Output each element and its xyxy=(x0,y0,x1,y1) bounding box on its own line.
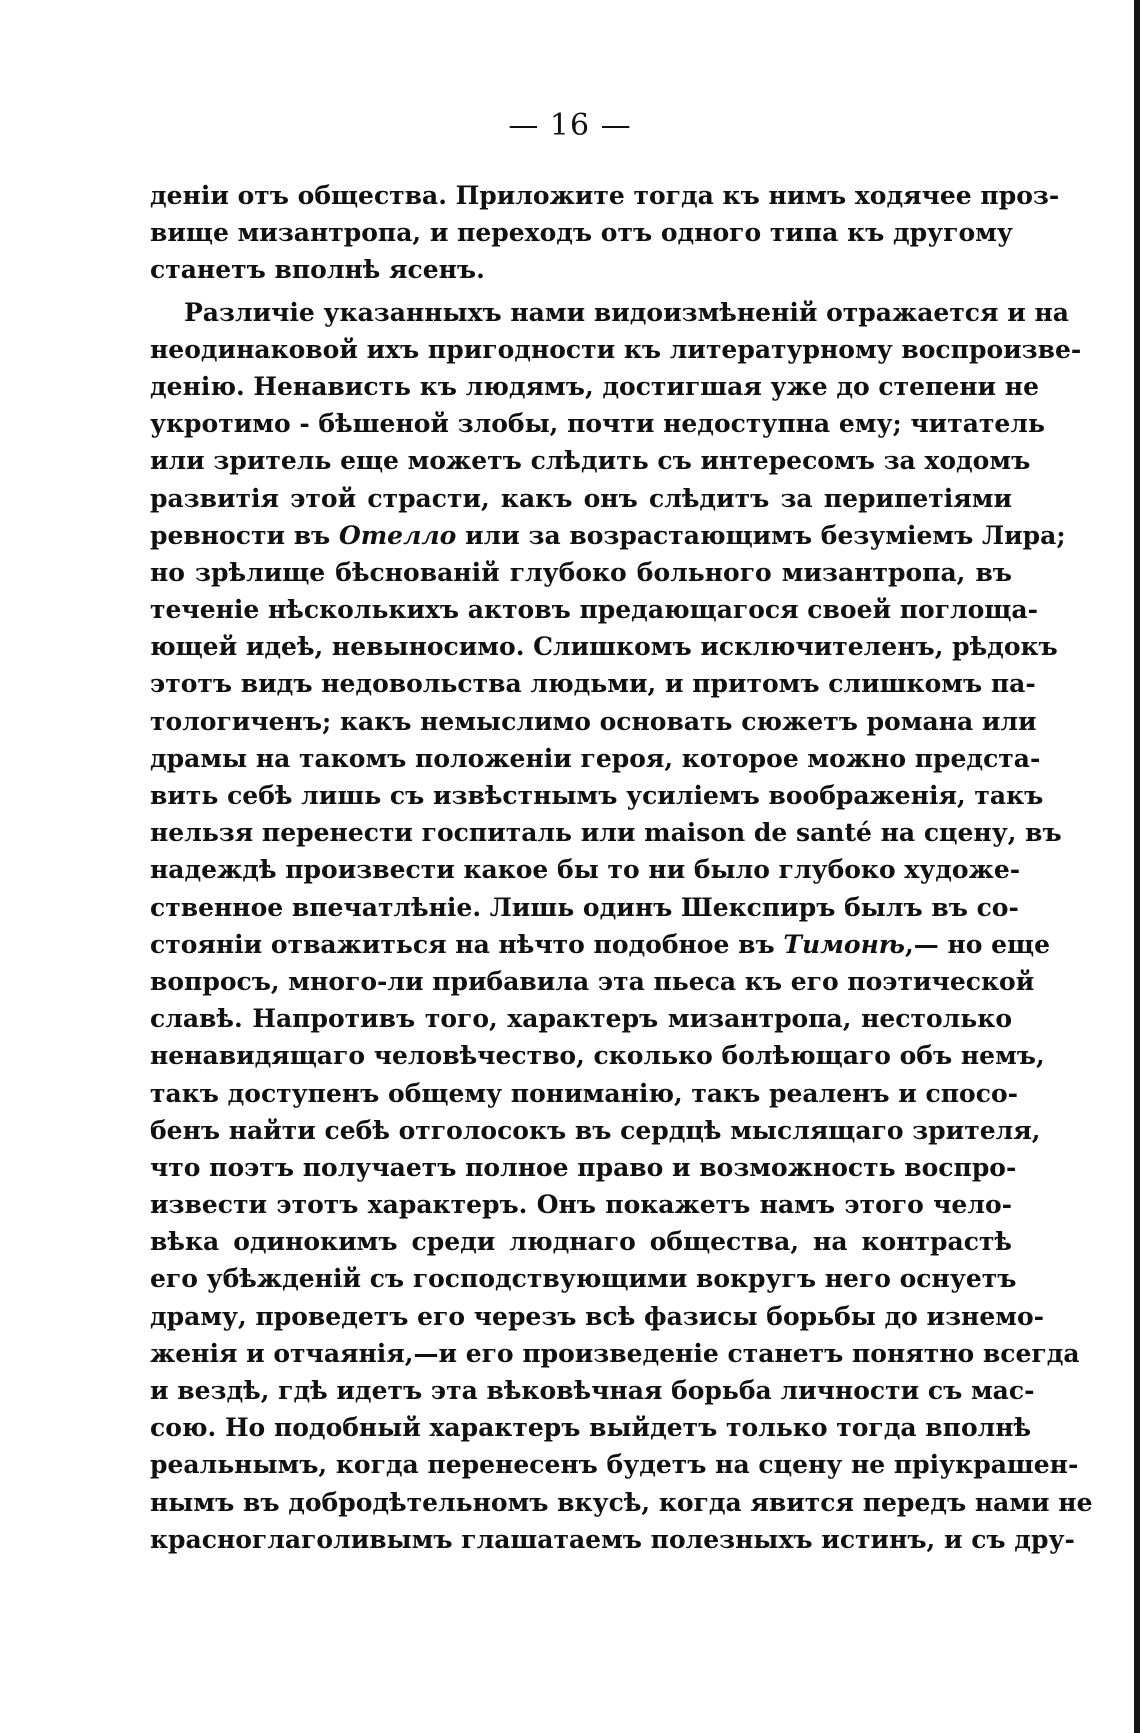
text-line xyxy=(150,926,1050,963)
text-line: тологиченъ; какъ немыслимо основать сюжетъ романа или xyxy=(150,706,1037,736)
text-line: сою. Но подобный характеръ выйдетъ только тогда вполнѣ xyxy=(150,1413,1032,1443)
text-line: нымъ въ добродѣтельномъ вкусѣ, когда явится передъ нами не xyxy=(150,1487,1093,1517)
paragraph-2 xyxy=(150,294,1093,1558)
text-line: нельзя перенести госпиталь или maison de santé на сцену, въ xyxy=(150,818,1062,848)
text-line: надеждѣ произвести какое бы то ни было глубоко художе- xyxy=(150,855,1021,885)
text-line: женія и отчаянія,—и его произведеніе станетъ понятно всегда xyxy=(150,1338,1080,1368)
text-line: развитія этой страсти, какъ онъ слѣдитъ за перипетіями xyxy=(150,483,1012,513)
page-edge-rule xyxy=(1134,0,1140,1733)
text-line: вить себѣ лишь съ извѣстнымъ усиліемъ воображенія, такъ xyxy=(150,781,1044,810)
text-line: что поэтъ получаетъ полное право и возможность воспро- xyxy=(150,1152,1017,1182)
text-line: укротимо - бѣшеной злобы, почти недоступна ему; читатель xyxy=(150,409,1045,439)
text-run: ,— но еще xyxy=(905,929,1050,959)
text-line: Различіе указанныхъ нами видоизмѣненій отражается и на xyxy=(184,297,1069,327)
text-line xyxy=(150,517,1066,554)
italic-title-othello: Отелло xyxy=(338,520,457,550)
text-line: этотъ видъ недовольства людьми, и притомъ слишкомъ па- xyxy=(150,669,1036,699)
text-line: такъ доступенъ общему пониманію, такъ реаленъ и спосо- xyxy=(150,1078,1018,1108)
text-line: и вездѣ, гдѣ идетъ эта вѣковѣчная борьба личности съ мас- xyxy=(150,1376,1035,1405)
text-line: денію. Ненависть къ людямъ, достигшая уже до степени не xyxy=(150,371,1039,401)
italic-title-timon: Тимонѣ xyxy=(783,929,906,959)
text-line: вѣка одинокимъ среди люднаго общества, на контрастѣ xyxy=(150,1227,1012,1257)
text-line: извести этотъ характеръ. Онъ покажетъ намъ этого чело- xyxy=(150,1190,1012,1220)
text-line: деніи отъ общества. Приложите тогда къ нимъ ходячее проз- xyxy=(150,181,1060,210)
text-line: вопросъ, много-ли прибавила эта пьеса къ его поэтической xyxy=(150,966,1035,996)
text-line: вище мизантропа, и переходъ отъ одного типа къ другому xyxy=(150,218,1013,248)
text-line: реальнымъ, когда перенесенъ будетъ на сцену не пріукрашен- xyxy=(150,1450,1079,1480)
page-number: — 16 — xyxy=(508,108,632,143)
text-line: красноглаголивымъ глашатаемъ полезныхъ истинъ, и съ дру- xyxy=(150,1524,1075,1554)
paragraph-1 xyxy=(150,177,1060,289)
text-line: бенъ найти себѣ отголосокъ въ сердцѣ мыслящаго зрителя, xyxy=(150,1115,1041,1145)
body-text xyxy=(150,177,1093,1558)
text-line: неодинаковой ихъ пригодности къ литературному воспроизве- xyxy=(150,334,1082,364)
text-line: ющей идеѣ, невыносимо. Слишкомъ исключителенъ, рѣдокъ xyxy=(150,632,1058,662)
text-line: или зритель еще можетъ слѣдить съ интересомъ за ходомъ xyxy=(150,446,1031,476)
text-line: ненавидящаго человѣчество, сколько болѣющаго объ немъ, xyxy=(150,1041,1045,1071)
text-line: но зрѣлище бѣснованій глубоко больного мизантропа, въ xyxy=(150,557,1012,587)
text-run: ревности въ xyxy=(150,520,339,550)
text-line: славѣ. Напротивъ того, характеръ мизантропа, нестолько xyxy=(150,1004,1012,1034)
text-line: драму, проведетъ его черезъ всѣ фазисы борьбы до изнемо- xyxy=(150,1301,1045,1331)
text-run: стояніи отважиться на нѣчто подобное въ xyxy=(150,929,784,959)
text-line: ственное впечатлѣніе. Лишь одинъ Шекспиръ былъ въ со- xyxy=(150,892,1019,922)
text-line: его убѣжденій съ господствующими вокругъ него оснуетъ xyxy=(150,1264,1017,1294)
text-line: станетъ вполнѣ ясенъ. xyxy=(150,255,485,285)
text-run: или за возрастающимъ безуміемъ Лира; xyxy=(456,520,1066,550)
text-line: драмы на такомъ положеніи героя, которое можно предста- xyxy=(150,743,1041,773)
text-line: теченіе нѣсколькихъ актовъ предающагося своей поглоща- xyxy=(150,595,1038,625)
